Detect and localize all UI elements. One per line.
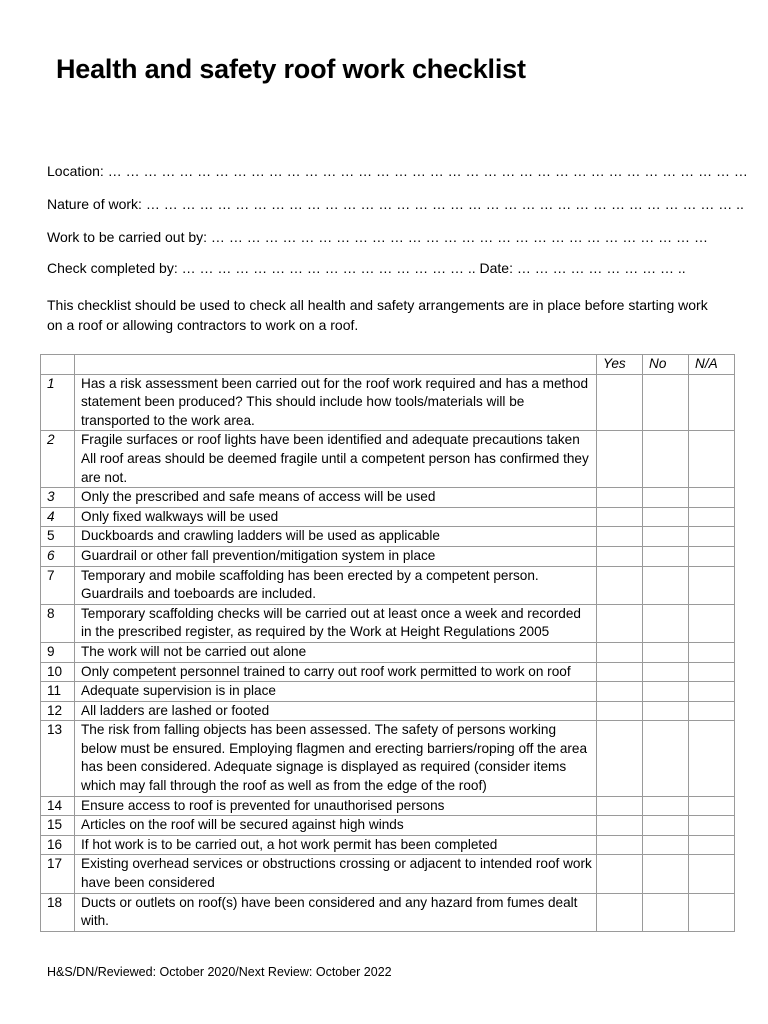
row-text: Existing overhead services or obstructions crossing or adjacent to intended roof work have been considered [75, 855, 597, 893]
yes-cell[interactable] [597, 835, 643, 855]
row-number: 7 [41, 566, 75, 604]
row-text: Guardrail or other fall prevention/mitigation system in place [75, 546, 597, 566]
table-row [41, 721, 735, 796]
row-number: 17 [41, 855, 75, 893]
table-row [41, 701, 735, 721]
na-cell[interactable] [689, 855, 735, 893]
location-field: Location: … … … … … … … … … … … … … … … … … … … … … … … … … … … … … … … … … … … … [47, 163, 748, 179]
no-cell[interactable] [643, 796, 689, 816]
page-title: Health and safety roof work checklist [56, 54, 526, 84]
table-row [41, 507, 735, 527]
no-cell[interactable] [643, 431, 689, 488]
no-cell[interactable] [643, 662, 689, 682]
row-number: 14 [41, 796, 75, 816]
yes-cell[interactable] [597, 431, 643, 488]
no-cell[interactable] [643, 604, 689, 642]
no-cell[interactable] [643, 566, 689, 604]
na-cell[interactable] [689, 701, 735, 721]
table-row [41, 796, 735, 816]
yes-cell[interactable] [597, 546, 643, 566]
no-cell[interactable] [643, 527, 689, 547]
nature-of-work-field: Nature of work: … … … … … … … … … … … … … … … … … … … … … … … … … … … … … … … … … .. [47, 196, 744, 212]
header-item [75, 355, 597, 375]
table-header-row [41, 355, 735, 375]
row-text: Only the prescribed and safe means of access will be used [75, 488, 597, 508]
no-cell[interactable] [643, 701, 689, 721]
table-row [41, 566, 735, 604]
row-text: All ladders are lashed or footed [75, 701, 597, 721]
yes-cell[interactable] [597, 721, 643, 796]
table-row [41, 488, 735, 508]
na-cell[interactable] [689, 604, 735, 642]
work-by-field: Work to be carried out by: … … … … … … … … … … … … … … … … … … … … … … … … … … … … [47, 229, 708, 245]
table-row [41, 642, 735, 662]
no-cell[interactable] [643, 642, 689, 662]
no-cell[interactable] [643, 488, 689, 508]
row-text: Only competent personnel trained to carry out roof work permitted to work on roof [75, 662, 597, 682]
row-text: Adequate supervision is in place [75, 682, 597, 702]
no-cell[interactable] [643, 507, 689, 527]
na-cell[interactable] [689, 566, 735, 604]
table-row [41, 682, 735, 702]
row-number: 11 [41, 682, 75, 702]
na-cell[interactable] [689, 488, 735, 508]
row-text: Articles on the roof will be secured against high winds [75, 816, 597, 836]
table-row [41, 604, 735, 642]
na-cell[interactable] [689, 662, 735, 682]
checklist-table [40, 354, 735, 932]
yes-cell[interactable] [597, 816, 643, 836]
yes-cell[interactable] [597, 796, 643, 816]
table-row [41, 527, 735, 547]
no-cell[interactable] [643, 374, 689, 431]
yes-cell[interactable] [597, 893, 643, 931]
na-cell[interactable] [689, 374, 735, 431]
row-number: 8 [41, 604, 75, 642]
table-row [41, 431, 735, 488]
row-number: 9 [41, 642, 75, 662]
row-number: 3 [41, 488, 75, 508]
row-number: 10 [41, 662, 75, 682]
na-cell[interactable] [689, 796, 735, 816]
table-row [41, 835, 735, 855]
yes-cell[interactable] [597, 507, 643, 527]
header-number [41, 355, 75, 375]
yes-cell[interactable] [597, 566, 643, 604]
row-number: 16 [41, 835, 75, 855]
row-number: 13 [41, 721, 75, 796]
na-cell[interactable] [689, 682, 735, 702]
header-no: No [643, 355, 689, 375]
no-cell[interactable] [643, 721, 689, 796]
table-row [41, 893, 735, 931]
no-cell[interactable] [643, 682, 689, 702]
no-cell[interactable] [643, 855, 689, 893]
footer-review: H&S/DN/Reviewed: October 2020/Next Review: October 2022 [47, 965, 392, 979]
yes-cell[interactable] [597, 527, 643, 547]
row-text: Ducts or outlets on roof(s) have been considered and any hazard from fumes dealt with. [75, 893, 597, 931]
no-cell[interactable] [643, 816, 689, 836]
na-cell[interactable] [689, 835, 735, 855]
header-na: N/A [689, 355, 735, 375]
row-text: If hot work is to be carried out, a hot work permit has been completed [75, 835, 597, 855]
row-text: Temporary and mobile scaffolding has been erected by a competent person. Guardrails and toeboards are included. [75, 566, 597, 604]
row-number: 5 [41, 527, 75, 547]
row-text: Ensure access to roof is prevented for unauthorised persons [75, 796, 597, 816]
na-cell[interactable] [689, 507, 735, 527]
table-row [41, 855, 735, 893]
row-text: The risk from falling objects has been assessed. The safety of persons working below must be ensured. Employing flagmen and erecting barriers/roping off the area has been considered. Adequate signage is displayed as required (consider items which may fall through the roof as well as from the edge of the roof) [75, 721, 597, 796]
row-number: 1 [41, 374, 75, 431]
na-cell[interactable] [689, 816, 735, 836]
check-completed-field: Check completed by: … … … … … … … … … … … … … … … … .. Date: … … … … … … … … … .. [47, 260, 686, 276]
row-text: Has a risk assessment been carried out for the roof work required and has a method statement been produced? This should include how tools/materials will be transported to the work area. [75, 374, 597, 431]
yes-cell[interactable] [597, 604, 643, 642]
row-text: Fragile surfaces or roof lights have been identified and adequate precautions taken All roof areas should be deemed fragile until a competent person has confirmed they are not. [75, 431, 597, 488]
row-number: 2 [41, 431, 75, 488]
header-yes: Yes [597, 355, 643, 375]
yes-cell[interactable] [597, 488, 643, 508]
row-number: 6 [41, 546, 75, 566]
na-cell[interactable] [689, 721, 735, 796]
row-text: Only fixed walkways will be used [75, 507, 597, 527]
table-row [41, 374, 735, 431]
na-cell[interactable] [689, 893, 735, 931]
table-row [41, 546, 735, 566]
yes-cell[interactable] [597, 374, 643, 431]
no-cell[interactable] [643, 546, 689, 566]
yes-cell[interactable] [597, 701, 643, 721]
row-number: 18 [41, 893, 75, 931]
no-cell[interactable] [643, 835, 689, 855]
row-number: 4 [41, 507, 75, 527]
no-cell[interactable] [643, 893, 689, 931]
na-cell[interactable] [689, 431, 735, 488]
yes-cell[interactable] [597, 662, 643, 682]
row-number: 12 [41, 701, 75, 721]
na-cell[interactable] [689, 546, 735, 566]
row-text: The work will not be carried out alone [75, 642, 597, 662]
na-cell[interactable] [689, 527, 735, 547]
table-row [41, 816, 735, 836]
intro-text: This checklist should be used to check all health and safety arrangements are in place before starting work on a roof or allowing contractors to work on a roof. [47, 297, 708, 333]
row-number: 15 [41, 816, 75, 836]
table-row [41, 662, 735, 682]
na-cell[interactable] [689, 642, 735, 662]
row-text: Duckboards and crawling ladders will be used as applicable [75, 527, 597, 547]
row-text: Temporary scaffolding checks will be carried out at least once a week and recorded in the prescribed register, as required by the Work at Height Regulations 2005 [75, 604, 597, 642]
yes-cell[interactable] [597, 682, 643, 702]
yes-cell[interactable] [597, 642, 643, 662]
yes-cell[interactable] [597, 855, 643, 893]
